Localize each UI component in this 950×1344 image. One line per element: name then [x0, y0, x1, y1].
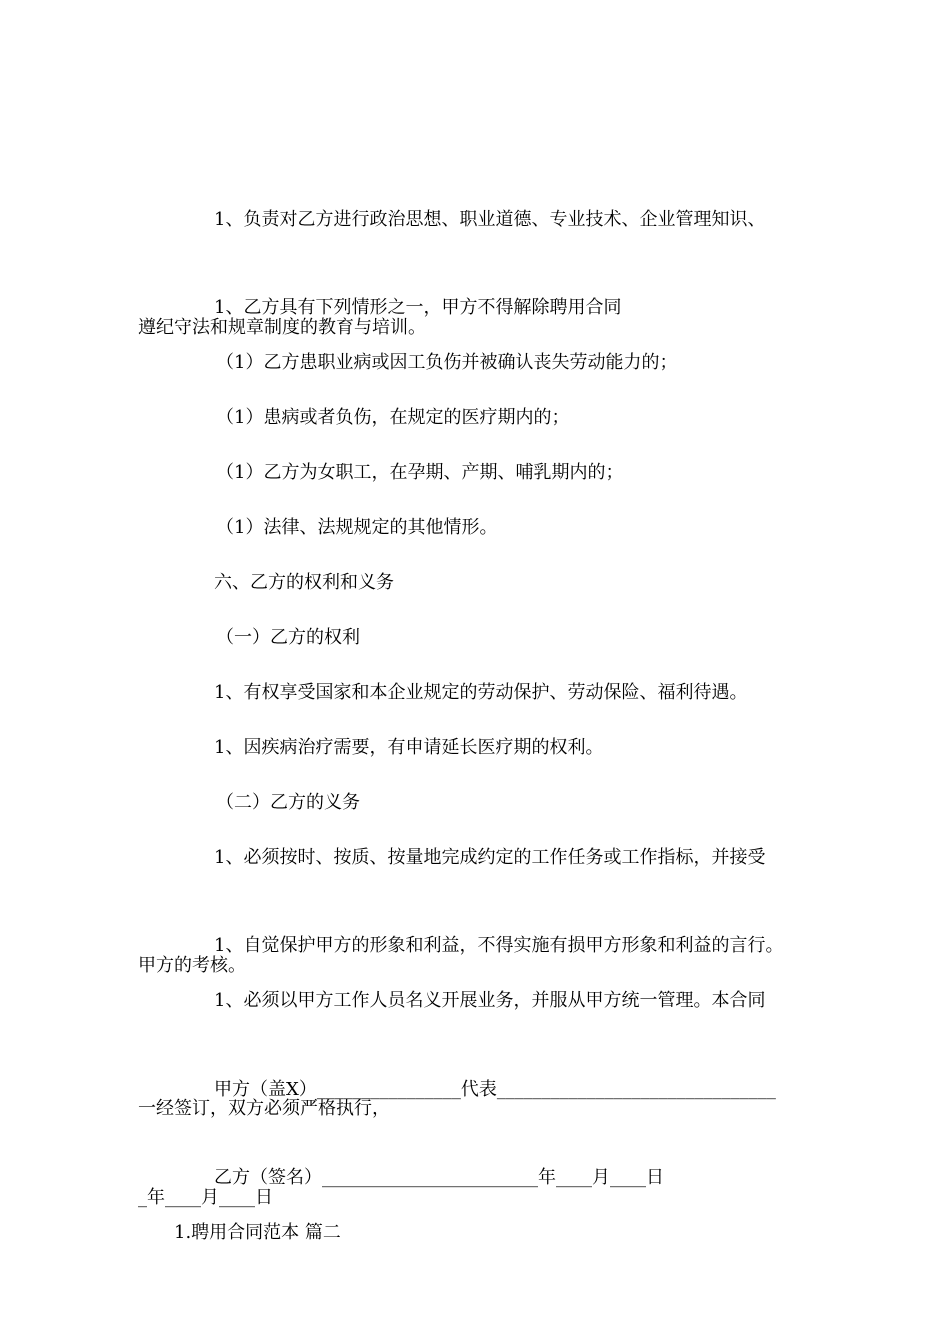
paragraph-line: （1）乙方患职业病或因工负伤并被确认丧失劳动能力的； — [216, 352, 678, 373]
paragraph-line: 1.聘用合同范本 篇二 — [174, 1222, 341, 1243]
paragraph-line: 1、负责对乙方进行政治思想、职业道德、专业技术、企业管理知识、 — [214, 209, 766, 230]
paragraph-line: 1、乙方具有下列情形之一，甲方不得解除聘用合同 — [214, 297, 622, 318]
paragraph-line: _年____月____日 — [138, 1187, 273, 1208]
paragraph-line: （1）患病或者负伤，在规定的医疗期内的； — [216, 407, 570, 428]
paragraph-line: 遵纪守法和规章制度的教育与培训。 — [138, 317, 426, 338]
paragraph-line: 甲方（盖X）________________代表_______________________________ — [214, 1079, 776, 1100]
paragraph-line: 1、因疾病治疗需要，有申请延长医疗期的权利。 — [214, 737, 604, 758]
paragraph-line: （1）乙方为女职工，在孕期、产期、哺乳期内的； — [216, 462, 624, 483]
paragraph-line: 一经签订，双方必须严格执行， — [138, 1098, 390, 1119]
paragraph-line: （一）乙方的权利 — [216, 627, 360, 648]
paragraph-line: （1）法律、法规规定的其他情形。 — [216, 517, 498, 538]
paragraph-line: 甲方的考核。 — [138, 955, 246, 976]
paragraph-line: 1、自觉保护甲方的形象和利益，不得实施有损甲方形象和利益的言行。 — [214, 935, 784, 956]
paragraph-line: 1、必须按时、按质、按量地完成约定的工作任务或工作指标，并接受 — [214, 847, 766, 868]
paragraph-line: 1、必须以甲方工作人员名义开展业务，并服从甲方统一管理。本合同 — [214, 990, 766, 1011]
next-section-title — [138, 1143, 818, 1323]
paragraph-line: 乙方（签名）________________________年____月____日 — [214, 1167, 664, 1188]
paragraph-line: 1、有权享受国家和本企业规定的劳动保护、劳动保险、福利待遇。 — [214, 682, 748, 703]
paragraph-line: 六、乙方的权利和义务 — [214, 572, 394, 593]
paragraph-line: （二）乙方的义务 — [216, 792, 360, 813]
